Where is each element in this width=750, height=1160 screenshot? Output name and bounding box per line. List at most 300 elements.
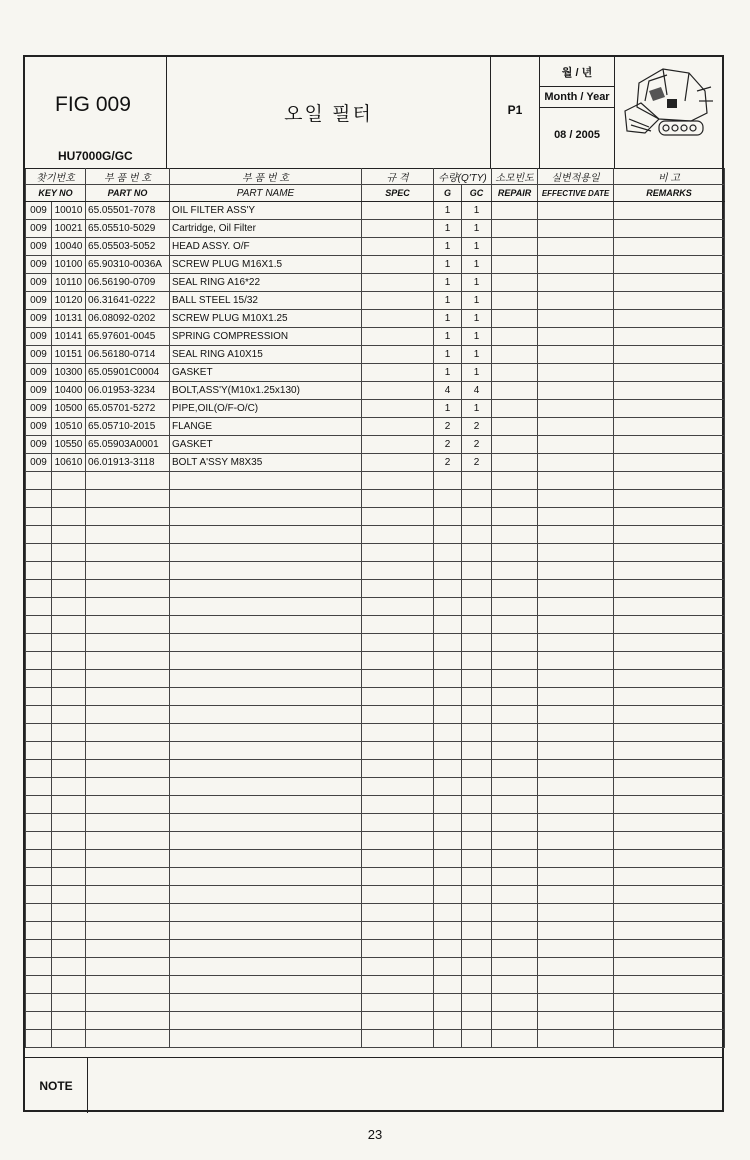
cell-gc bbox=[462, 688, 492, 706]
cell-fig bbox=[26, 706, 52, 724]
cell-part-no bbox=[86, 634, 170, 652]
cell-g bbox=[434, 796, 462, 814]
cell-g bbox=[434, 958, 462, 976]
cell-repair bbox=[492, 742, 538, 760]
cell-fig bbox=[26, 832, 52, 850]
cell-g bbox=[434, 580, 462, 598]
cell-effective-date bbox=[538, 526, 614, 544]
cell-gc bbox=[462, 1030, 492, 1048]
cell-part-no bbox=[86, 580, 170, 598]
cell-part-no: 65.05701-5272 bbox=[86, 400, 170, 418]
cell-part-no bbox=[86, 526, 170, 544]
cell-fig: 009 bbox=[26, 454, 52, 472]
cell-fig bbox=[26, 958, 52, 976]
cell-spec bbox=[362, 688, 434, 706]
cell-key: 10300 bbox=[52, 364, 86, 382]
cell-name: SCREW PLUG M16X1.5 bbox=[170, 256, 362, 274]
cell-name: SCREW PLUG M10X1.25 bbox=[170, 310, 362, 328]
cell-g bbox=[434, 490, 462, 508]
cell-remarks bbox=[614, 274, 725, 292]
cell-name bbox=[170, 526, 362, 544]
cell-g: 1 bbox=[434, 328, 462, 346]
cell-gc bbox=[462, 832, 492, 850]
cell-remarks bbox=[614, 400, 725, 418]
cell-g bbox=[434, 724, 462, 742]
col-key: KEY NO bbox=[26, 185, 86, 202]
cell-part-no bbox=[86, 976, 170, 994]
col-date-korean: 실변적용일 bbox=[538, 169, 614, 185]
cell-effective-date bbox=[538, 418, 614, 436]
cell-effective-date bbox=[538, 760, 614, 778]
cell-fig bbox=[26, 1030, 52, 1048]
cell-key bbox=[52, 1030, 86, 1048]
cell-part-no bbox=[86, 598, 170, 616]
table-row bbox=[26, 598, 725, 616]
cell-key bbox=[52, 796, 86, 814]
cell-fig bbox=[26, 760, 52, 778]
cell-remarks bbox=[614, 544, 725, 562]
cell-effective-date bbox=[538, 544, 614, 562]
cell-g bbox=[434, 562, 462, 580]
cell-part-no: 06.31641-0222 bbox=[86, 292, 170, 310]
cell-fig bbox=[26, 670, 52, 688]
cell-name bbox=[170, 940, 362, 958]
table-row bbox=[26, 994, 725, 1012]
col-qty-korean: 수량(Q'TY) bbox=[434, 169, 492, 185]
cell-effective-date bbox=[538, 634, 614, 652]
table-row bbox=[26, 1012, 725, 1030]
cell-spec bbox=[362, 922, 434, 940]
cell-repair bbox=[492, 526, 538, 544]
cell-gc: 1 bbox=[462, 202, 492, 220]
table-row bbox=[26, 904, 725, 922]
cell-spec bbox=[362, 832, 434, 850]
cell-effective-date bbox=[538, 292, 614, 310]
cell-part-no: 06.08092-0202 bbox=[86, 310, 170, 328]
cell-name bbox=[170, 958, 362, 976]
cell-key bbox=[52, 688, 86, 706]
cell-effective-date bbox=[538, 670, 614, 688]
cell-gc bbox=[462, 760, 492, 778]
cell-key bbox=[52, 994, 86, 1012]
table-row bbox=[26, 472, 725, 490]
col-partno-korean: 부 품 번 호 bbox=[86, 169, 170, 185]
cell-g bbox=[434, 1030, 462, 1048]
cell-repair bbox=[492, 346, 538, 364]
cell-fig: 009 bbox=[26, 328, 52, 346]
cell-gc bbox=[462, 508, 492, 526]
header-row-korean bbox=[26, 169, 725, 185]
cell-remarks bbox=[614, 886, 725, 904]
cell-spec bbox=[362, 706, 434, 724]
table-row bbox=[26, 454, 725, 472]
cell-fig bbox=[26, 688, 52, 706]
cell-spec bbox=[362, 904, 434, 922]
cell-g bbox=[434, 526, 462, 544]
parts-table bbox=[25, 168, 725, 1048]
cell-remarks bbox=[614, 292, 725, 310]
cell-key: 10500 bbox=[52, 400, 86, 418]
cell-repair bbox=[492, 886, 538, 904]
page-code: P1 bbox=[507, 103, 523, 117]
cell-repair bbox=[492, 292, 538, 310]
cell-name: HEAD ASSY. O/F bbox=[170, 238, 362, 256]
table-row bbox=[26, 364, 725, 382]
cell-spec bbox=[362, 1030, 434, 1048]
cell-g bbox=[434, 850, 462, 868]
cell-repair bbox=[492, 868, 538, 886]
cell-spec bbox=[362, 760, 434, 778]
cell-name bbox=[170, 508, 362, 526]
cell-repair bbox=[492, 1012, 538, 1030]
col-remarks: REMARKS bbox=[614, 185, 725, 202]
cell-repair bbox=[492, 922, 538, 940]
cell-remarks bbox=[614, 904, 725, 922]
cell-name bbox=[170, 760, 362, 778]
machine-cell bbox=[615, 57, 724, 168]
cell-spec bbox=[362, 940, 434, 958]
cell-key: 10110 bbox=[52, 274, 86, 292]
cell-repair bbox=[492, 796, 538, 814]
cell-g: 2 bbox=[434, 436, 462, 454]
cell-name bbox=[170, 706, 362, 724]
cell-remarks bbox=[614, 364, 725, 382]
cell-key bbox=[52, 508, 86, 526]
cell-remarks bbox=[614, 508, 725, 526]
cell-spec bbox=[362, 1012, 434, 1030]
cell-fig bbox=[26, 544, 52, 562]
cell-g: 1 bbox=[434, 202, 462, 220]
effective-date: 08 / 2005 bbox=[554, 129, 600, 141]
cell-remarks bbox=[614, 616, 725, 634]
cell-g bbox=[434, 616, 462, 634]
cell-gc bbox=[462, 940, 492, 958]
cell-name bbox=[170, 886, 362, 904]
cell-remarks bbox=[614, 436, 725, 454]
cell-fig: 009 bbox=[26, 202, 52, 220]
cell-repair bbox=[492, 652, 538, 670]
cell-fig: 009 bbox=[26, 220, 52, 238]
fig-cell bbox=[25, 57, 167, 168]
cell-part-no bbox=[86, 778, 170, 796]
cell-g: 2 bbox=[434, 418, 462, 436]
cell-gc bbox=[462, 472, 492, 490]
cell-remarks bbox=[614, 472, 725, 490]
table-row bbox=[26, 418, 725, 436]
cell-key bbox=[52, 976, 86, 994]
cell-spec bbox=[362, 418, 434, 436]
cell-gc bbox=[462, 868, 492, 886]
cell-gc: 1 bbox=[462, 310, 492, 328]
cell-g bbox=[434, 940, 462, 958]
col-spec: SPEC bbox=[362, 185, 434, 202]
table-row bbox=[26, 202, 725, 220]
cell-part-no bbox=[86, 886, 170, 904]
cell-repair bbox=[492, 814, 538, 832]
cell-name bbox=[170, 544, 362, 562]
cell-effective-date bbox=[538, 814, 614, 832]
cell-remarks bbox=[614, 814, 725, 832]
cell-spec bbox=[362, 562, 434, 580]
cell-spec bbox=[362, 490, 434, 508]
table-row bbox=[26, 922, 725, 940]
cell-repair bbox=[492, 310, 538, 328]
cell-repair bbox=[492, 220, 538, 238]
cell-spec bbox=[362, 346, 434, 364]
table-row bbox=[26, 688, 725, 706]
table-row bbox=[26, 634, 725, 652]
table-row bbox=[26, 490, 725, 508]
cell-g: 1 bbox=[434, 400, 462, 418]
cell-fig bbox=[26, 868, 52, 886]
cell-part-no bbox=[86, 958, 170, 976]
note-area bbox=[25, 1057, 724, 1113]
cell-remarks bbox=[614, 562, 725, 580]
cell-gc bbox=[462, 562, 492, 580]
cell-effective-date bbox=[538, 328, 614, 346]
cell-spec bbox=[362, 472, 434, 490]
cell-fig: 009 bbox=[26, 274, 52, 292]
cell-key: 10400 bbox=[52, 382, 86, 400]
cell-key bbox=[52, 1012, 86, 1030]
cell-effective-date bbox=[538, 382, 614, 400]
cell-remarks bbox=[614, 526, 725, 544]
cell-part-no bbox=[86, 760, 170, 778]
cell-gc bbox=[462, 922, 492, 940]
cell-spec bbox=[362, 850, 434, 868]
cell-spec bbox=[362, 508, 434, 526]
col-qty-g: G bbox=[434, 185, 462, 202]
cell-name bbox=[170, 904, 362, 922]
cell-repair bbox=[492, 940, 538, 958]
cell-repair bbox=[492, 544, 538, 562]
page-cell bbox=[491, 57, 540, 168]
cell-gc bbox=[462, 724, 492, 742]
cell-gc: 1 bbox=[462, 256, 492, 274]
cell-g: 4 bbox=[434, 382, 462, 400]
cell-part-no: 65.05501-7078 bbox=[86, 202, 170, 220]
cell-name: BALL STEEL 15/32 bbox=[170, 292, 362, 310]
header-row-english bbox=[26, 185, 725, 202]
cell-spec bbox=[362, 886, 434, 904]
cell-fig bbox=[26, 598, 52, 616]
cell-part-no bbox=[86, 490, 170, 508]
cell-remarks bbox=[614, 706, 725, 724]
cell-key: 10100 bbox=[52, 256, 86, 274]
cell-part-no bbox=[86, 832, 170, 850]
table-row bbox=[26, 832, 725, 850]
cell-gc bbox=[462, 1012, 492, 1030]
cell-spec bbox=[362, 742, 434, 760]
cell-gc bbox=[462, 598, 492, 616]
cell-key bbox=[52, 868, 86, 886]
table-row bbox=[26, 652, 725, 670]
table-row bbox=[26, 544, 725, 562]
cell-key bbox=[52, 652, 86, 670]
cell-repair bbox=[492, 634, 538, 652]
cell-spec bbox=[362, 616, 434, 634]
col-effective-date: EFFECTIVE DATE bbox=[538, 185, 614, 202]
cell-remarks bbox=[614, 220, 725, 238]
cell-g bbox=[434, 544, 462, 562]
parts-body bbox=[26, 202, 725, 1048]
cell-remarks bbox=[614, 418, 725, 436]
cell-repair bbox=[492, 238, 538, 256]
cell-key: 10010 bbox=[52, 202, 86, 220]
cell-gc bbox=[462, 634, 492, 652]
cell-spec bbox=[362, 274, 434, 292]
cell-gc bbox=[462, 850, 492, 868]
cell-key bbox=[52, 598, 86, 616]
cell-name bbox=[170, 778, 362, 796]
cell-fig: 009 bbox=[26, 418, 52, 436]
cell-fig bbox=[26, 976, 52, 994]
cell-repair bbox=[492, 472, 538, 490]
cell-remarks bbox=[614, 868, 725, 886]
cell-remarks bbox=[614, 958, 725, 976]
col-repair: REPAIR bbox=[492, 185, 538, 202]
cell-part-no bbox=[86, 850, 170, 868]
cell-part-no: 06.56190-0709 bbox=[86, 274, 170, 292]
cell-remarks bbox=[614, 310, 725, 328]
cell-fig bbox=[26, 886, 52, 904]
col-repair-korean: 소모빈도 bbox=[492, 169, 538, 185]
cell-key bbox=[52, 634, 86, 652]
cell-fig bbox=[26, 562, 52, 580]
cell-effective-date bbox=[538, 598, 614, 616]
month-year-cell bbox=[540, 57, 615, 168]
table-row bbox=[26, 310, 725, 328]
cell-gc: 2 bbox=[462, 436, 492, 454]
cell-remarks bbox=[614, 1030, 725, 1048]
cell-remarks bbox=[614, 724, 725, 742]
cell-gc bbox=[462, 490, 492, 508]
cell-key bbox=[52, 922, 86, 940]
cell-key bbox=[52, 850, 86, 868]
cell-key bbox=[52, 742, 86, 760]
cell-fig bbox=[26, 634, 52, 652]
cell-fig bbox=[26, 814, 52, 832]
cell-part-no bbox=[86, 562, 170, 580]
table-row bbox=[26, 292, 725, 310]
cell-fig: 009 bbox=[26, 436, 52, 454]
cell-name: PIPE,OIL(O/F-O/C) bbox=[170, 400, 362, 418]
cell-key: 10141 bbox=[52, 328, 86, 346]
cell-name: SEAL RING A10X15 bbox=[170, 346, 362, 364]
cell-g bbox=[434, 1012, 462, 1030]
cell-g bbox=[434, 814, 462, 832]
cell-effective-date bbox=[538, 652, 614, 670]
cell-fig bbox=[26, 796, 52, 814]
cell-repair bbox=[492, 760, 538, 778]
cell-repair bbox=[492, 832, 538, 850]
cell-name bbox=[170, 850, 362, 868]
table-row bbox=[26, 562, 725, 580]
cell-remarks bbox=[614, 598, 725, 616]
cell-remarks bbox=[614, 778, 725, 796]
cell-name bbox=[170, 922, 362, 940]
cell-g: 2 bbox=[434, 454, 462, 472]
cell-key bbox=[52, 760, 86, 778]
cell-g: 1 bbox=[434, 274, 462, 292]
cell-spec bbox=[362, 256, 434, 274]
cell-part-no bbox=[86, 670, 170, 688]
cell-spec bbox=[362, 778, 434, 796]
cell-spec bbox=[362, 796, 434, 814]
cell-part-no bbox=[86, 472, 170, 490]
cell-part-no bbox=[86, 868, 170, 886]
cell-key bbox=[52, 940, 86, 958]
cell-effective-date bbox=[538, 976, 614, 994]
table-row bbox=[26, 274, 725, 292]
table-row bbox=[26, 256, 725, 274]
cell-part-no: 65.05903A0001 bbox=[86, 436, 170, 454]
cell-key: 10610 bbox=[52, 454, 86, 472]
cell-name bbox=[170, 670, 362, 688]
cell-name bbox=[170, 634, 362, 652]
cell-g bbox=[434, 832, 462, 850]
cell-fig bbox=[26, 508, 52, 526]
cell-g: 1 bbox=[434, 310, 462, 328]
table-row bbox=[26, 760, 725, 778]
cell-key bbox=[52, 490, 86, 508]
cell-remarks bbox=[614, 688, 725, 706]
cell-gc bbox=[462, 652, 492, 670]
cell-g bbox=[434, 994, 462, 1012]
table-row bbox=[26, 400, 725, 418]
cell-key bbox=[52, 724, 86, 742]
cell-effective-date bbox=[538, 202, 614, 220]
cell-name bbox=[170, 976, 362, 994]
cell-key: 10550 bbox=[52, 436, 86, 454]
cell-remarks bbox=[614, 346, 725, 364]
cell-gc: 2 bbox=[462, 454, 492, 472]
cell-effective-date bbox=[538, 1012, 614, 1030]
cell-part-no bbox=[86, 706, 170, 724]
cell-key: 10120 bbox=[52, 292, 86, 310]
cell-part-no: 65.90310-0036A bbox=[86, 256, 170, 274]
cell-fig bbox=[26, 652, 52, 670]
cell-remarks bbox=[614, 760, 725, 778]
cell-fig: 009 bbox=[26, 400, 52, 418]
cell-key: 10151 bbox=[52, 346, 86, 364]
cell-remarks bbox=[614, 328, 725, 346]
table-row bbox=[26, 238, 725, 256]
table-row bbox=[26, 580, 725, 598]
cell-name bbox=[170, 688, 362, 706]
cell-spec bbox=[362, 976, 434, 994]
cell-name bbox=[170, 472, 362, 490]
cell-key: 10131 bbox=[52, 310, 86, 328]
cell-key bbox=[52, 832, 86, 850]
cell-gc bbox=[462, 886, 492, 904]
cell-gc bbox=[462, 778, 492, 796]
cell-gc: 1 bbox=[462, 292, 492, 310]
cell-effective-date bbox=[538, 886, 614, 904]
cell-part-no: 65.05510-5029 bbox=[86, 220, 170, 238]
cell-remarks bbox=[614, 382, 725, 400]
cell-g bbox=[434, 688, 462, 706]
cell-repair bbox=[492, 724, 538, 742]
cell-gc: 4 bbox=[462, 382, 492, 400]
col-remarks-korean: 비 고 bbox=[614, 169, 725, 185]
cell-repair bbox=[492, 562, 538, 580]
cell-g bbox=[434, 868, 462, 886]
col-key-korean: 찾기번호 bbox=[26, 169, 86, 185]
cell-g bbox=[434, 508, 462, 526]
cell-spec bbox=[362, 724, 434, 742]
table-row bbox=[26, 526, 725, 544]
